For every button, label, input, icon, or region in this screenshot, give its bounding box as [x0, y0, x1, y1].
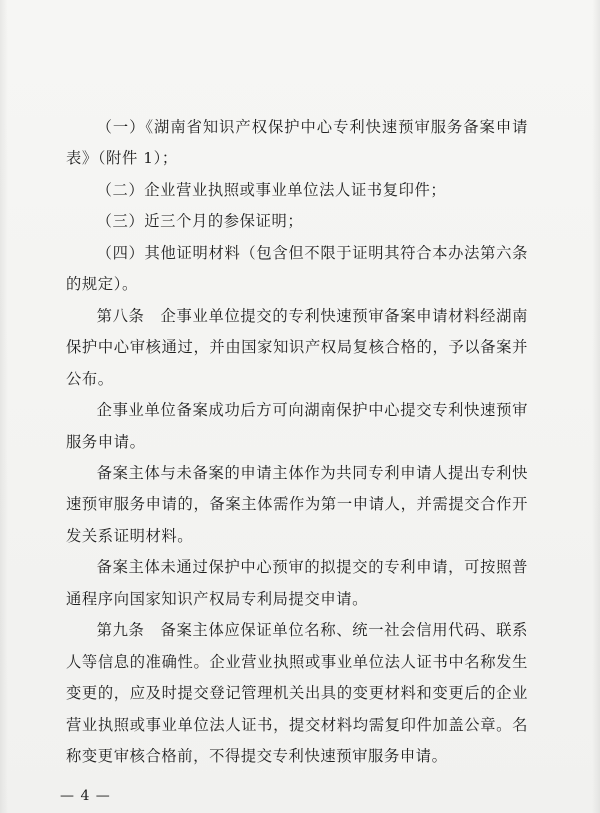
- article-9-paragraph: 第九条 备案主体应保证单位名称、统一社会信用代码、联系人等信息的准确性。企业营业执照或事业单位法人证书中名称发生变更的，应及时提交登记管理机关出具的变更材料和变更后的企业营业执照或事业单位法人证书，提交材料均需复印件加盖公章。名称变更审核合格前，不得提交专利快速预审服务申请。: [66, 621, 528, 766]
- document-body: [66, 112, 528, 773]
- page-left-shadow: [0, 0, 8, 813]
- joint-application-paragraph: 备案主体与未备案的申请主体作为共同专利申请人提出专利快速预审服务申请的，备案主体需作为第一申请人，并需提交合作开发关系证明材料。: [66, 463, 528, 545]
- paragraph-item-3: （三）近三个月的参保证明；: [96, 212, 304, 231]
- non-approved-application-paragraph: 备案主体未通过保护中心预审的拟提交的专利申请，可按照普通程序向国家知识产权局专利局提交申请。: [66, 558, 528, 608]
- page-right-shadow: [592, 0, 600, 813]
- article-8-followup-paragraph: 企事业单位备案成功后方可向湖南保护中心提交专利快速预审服务申请。: [66, 401, 528, 451]
- paragraph-item-2: （二）企业营业执照或事业单位法人证书复印件；: [96, 180, 447, 199]
- page-number: — 4 —: [60, 788, 111, 804]
- article-8-paragraph: 第八条 企事业单位提交的专利快速预审备案申请材料经湖南保护中心审核通过，并由国家知识产权局复核合格的，予以备案并公布。: [66, 306, 528, 388]
- paragraph-item-4: （四）其他证明材料（包含但不限于证明其符合本办法第六条的规定）。: [66, 243, 528, 294]
- paragraph-item-1: （一）《湖南省知识产权保护中心专利快速预审服务备案申请表》（附件 1）；: [66, 118, 528, 168]
